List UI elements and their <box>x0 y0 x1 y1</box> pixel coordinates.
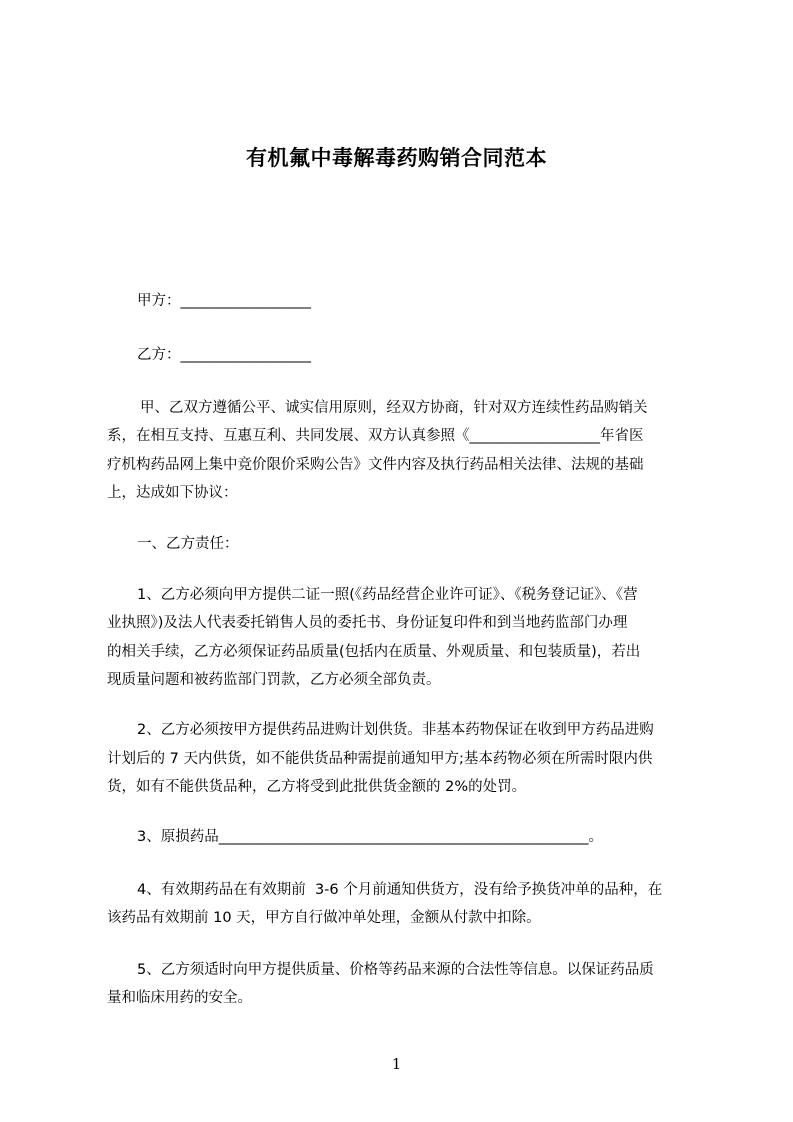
intro-line-3: 疗机构药品网上集中竞价限价采购公告》文件内容及执行药品相关法律、法规的基础 <box>107 457 644 473</box>
intro-line-2: 系，在相互支持、互惠互利、共同发展、双方认真参照《__________________年省医 <box>107 428 644 444</box>
section-heading: 一、乙方责任： <box>137 536 239 552</box>
item1-line-4: 现质量问题和被药监部门罚款，乙方必须全部负责。 <box>107 672 441 688</box>
item5-line-1: 5、乙方须适时向甲方提供质量、价格等药品来源的合法性等信息。以保证药品质 <box>137 962 654 978</box>
item2-line-1: 2、乙方必须按甲方提供药品进购计划供货。非基本药物保证在收到甲方药品进购 <box>137 722 654 738</box>
item1-line-3: 的相关手续，乙方必须保证药品质量(包括内在质量、外观质量、和包装质量)，若出 <box>107 644 641 660</box>
item1-line-1: 1、乙方必须向甲方提供二证一照(《药品经营企业许可证》、《税务登记证》、《营 <box>137 587 638 603</box>
item5-line-2: 量和临床用药的安全。 <box>107 990 252 1006</box>
intro-line-1: 甲、乙双方遵循公平、诚实信用原则，经双方协商，针对双方连续性药品购销关 <box>140 400 648 416</box>
item4-line-1: 4、有效期药品在有效期前 3-6 个月前通知供货方，没有给予换货冲单的品种，在 <box>137 882 663 898</box>
party-b-line: 乙方：__________________ <box>137 347 311 363</box>
item4-line-2: 该药品有效期前 10 天，甲方自行做冲单处理，金额从付款中扣除。 <box>107 910 541 926</box>
item1-line-2: 业执照》)及法人代表委托销售人员的委托书、身份证复印件和到当地药监部门办理 <box>107 615 628 631</box>
document-title: 有机氟中毒解毒药购销合同范本 <box>246 146 547 170</box>
page-number: 1 <box>391 1055 402 1073</box>
item2-line-2: 计划后的 7 天内供货，如不能供货品种需提前通知甲方;基本药物必须在所需时限内供 <box>107 751 653 767</box>
party-a-line: 甲方：__________________ <box>137 293 311 309</box>
intro-line-4: 上，达成如下协议： <box>107 485 238 501</box>
item2-line-3: 货，如有不能供货品种，乙方将受到此批供货金额的 2%的处罚。 <box>107 779 527 795</box>
item3-line: 3、原损药品___________________________________________________。 <box>137 829 603 845</box>
